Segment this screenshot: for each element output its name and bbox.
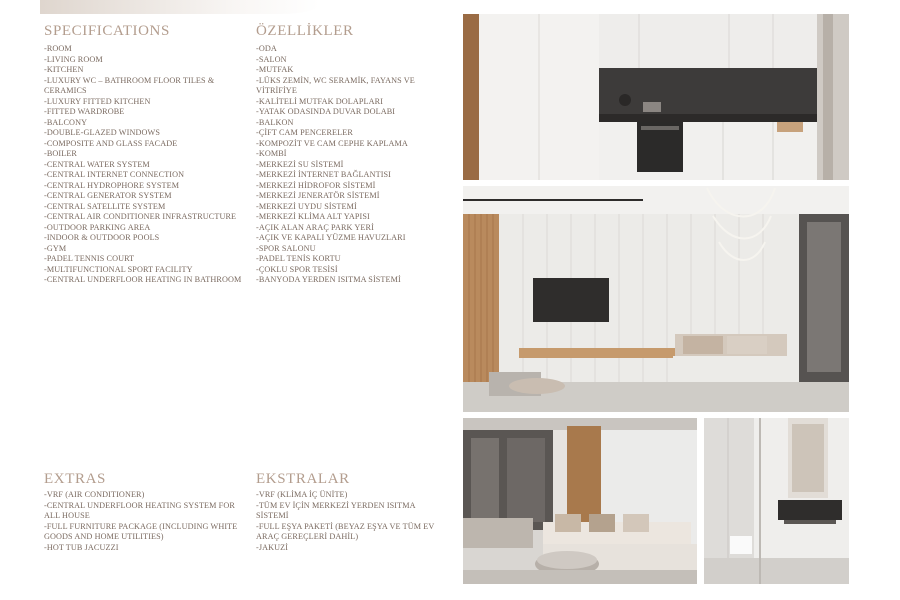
list-item: -VRF (KLİMA İÇ ÜNİTE) xyxy=(256,490,348,499)
list-item: -OUTDOOR PARKING AREA xyxy=(44,222,151,232)
list-item: -ODA xyxy=(256,44,277,53)
ekstralar-heading: EKSTRALAR xyxy=(256,471,350,487)
specifications-heading: SPECIFICATIONS xyxy=(44,23,170,39)
list-item: -CENTRAL HYDROPHORE SYSTEM xyxy=(44,180,180,190)
ozellikler-list xyxy=(256,44,436,286)
list-item: -BALKON xyxy=(256,117,294,127)
specifications-section xyxy=(44,22,244,286)
extras-list xyxy=(44,490,244,553)
list-item: -BOILER xyxy=(44,149,77,158)
list-item: -BALCONY xyxy=(44,117,88,127)
list-item: -MERKEZİ İNTERNET BAĞLANTISI xyxy=(256,170,391,179)
list-item: -COMPOSITE AND GLASS FACADE xyxy=(44,138,178,148)
list-item: -AÇIK ALAN ARAÇ PARK YERİ xyxy=(256,222,374,232)
extras-section xyxy=(44,470,244,553)
list-item: -KOMPOZİT VE CAM CEPHE KAPLAMA xyxy=(256,138,408,148)
list-item: -CENTRAL WATER SYSTEM xyxy=(44,159,150,169)
list-item: -MERKEZİ HİDROFOR SİSTEMİ xyxy=(256,180,376,190)
list-item: -LÜKS ZEMİN, WC SERAMİK, FAYANS VE VİTRİFİYE xyxy=(256,75,415,95)
list-item: -TÜM EV İÇİN MERKEZİ YERDEN ISITMA SİSTEMİ xyxy=(256,500,416,520)
list-item: -CENTRAL AIR CONDITIONER INFRASTRUCTURE xyxy=(44,212,237,221)
specifications-list xyxy=(44,44,244,286)
list-item: -JAKUZİ xyxy=(256,542,289,552)
list-item: -MERKEZİ SU SİSTEMİ xyxy=(256,159,344,169)
list-item: -CENTRAL INTERNET CONNECTION xyxy=(44,170,185,179)
list-item: -AÇIK VE KAPALI YÜZME HAVUZLARI xyxy=(256,233,406,242)
list-item: -CENTRAL UNDERFLOOR HEATING SYSTEM FOR ALL HOUSE xyxy=(44,500,235,520)
ozellikler-heading: ÖZELLİKLER xyxy=(256,23,354,39)
list-item: -INDOOR & OUTDOOR POOLS xyxy=(44,233,160,242)
list-item: -PADEL TENNIS COURT xyxy=(44,254,135,263)
list-item: -DOUBLE-GLAZED WINDOWS xyxy=(44,128,160,137)
list-item: -LIVING ROOM xyxy=(44,54,103,64)
list-item: -PADEL TENİS KORTU xyxy=(256,254,341,263)
list-item: -CENTRAL GENERATOR SYSTEM xyxy=(44,191,172,200)
list-item: -KALİTELİ MUTFAK DOLAPLARI xyxy=(256,96,384,106)
list-item: -LUXURY FITTED KITCHEN xyxy=(44,96,151,106)
list-item: -HOT TUB JACUZZI xyxy=(44,542,119,552)
list-item: -SALON xyxy=(256,54,287,64)
list-item: -LUXURY WC – BATHROOM FLOOR TILES & CERAMICS xyxy=(44,75,215,95)
list-item: -ÇOKLU SPOR TESİSİ xyxy=(256,264,338,274)
ozellikler-section xyxy=(256,22,436,286)
list-item: -FULL FURNITURE PACKAGE (INCLUDING WHITE GOODS AND HOME UTILITIES) xyxy=(44,521,238,541)
list-item: -KITCHEN xyxy=(44,65,84,74)
list-item: -MERKEZİ KLİMA ALT YAPISI xyxy=(256,212,370,221)
list-item: -ROOM xyxy=(44,44,72,53)
extras-heading: EXTRAS xyxy=(44,471,106,487)
list-item: -CENTRAL SATELLITE SYSTEM xyxy=(44,201,166,211)
list-item: -KOMBİ xyxy=(256,149,287,158)
list-item: -YATAK ODASINDA DUVAR DOLABI xyxy=(256,107,396,116)
bathroom-photo xyxy=(704,418,849,584)
list-item: -MULTIFUNCTIONAL SPORT FACILITY xyxy=(44,264,193,274)
list-item: -MERKEZİ UYDU SİSTEMİ xyxy=(256,201,357,211)
ekstralar-section xyxy=(256,470,436,553)
list-item: -BANYODA YERDEN ISITMA SİSTEMİ xyxy=(256,275,401,284)
list-item: -FULL EŞYA PAKETİ (BEYAZ EŞYA VE TÜM EV ARAÇ GEREÇLERİ DAHİL) xyxy=(256,521,435,541)
list-item: -FITTED WARDROBE xyxy=(44,107,125,116)
decorative-header-wash xyxy=(40,0,320,14)
list-item: -CENTRAL UNDERFLOOR HEATING IN BATHROOM xyxy=(44,275,242,284)
kitchen-photo xyxy=(463,14,849,180)
list-item: -SPOR SALONU xyxy=(256,243,316,253)
ekstralar-list xyxy=(256,490,436,553)
list-item: -GYM xyxy=(44,243,67,253)
list-item: -ÇİFT CAM PENCERELER xyxy=(256,128,353,137)
list-item: -MUTFAK xyxy=(256,65,294,74)
living-room-photo xyxy=(463,418,697,584)
list-item: -VRF (AIR CONDITIONER) xyxy=(44,490,145,499)
bedroom-photo xyxy=(463,186,849,412)
list-item: -MERKEZİ JENERATÖR SİSTEMİ xyxy=(256,191,380,200)
